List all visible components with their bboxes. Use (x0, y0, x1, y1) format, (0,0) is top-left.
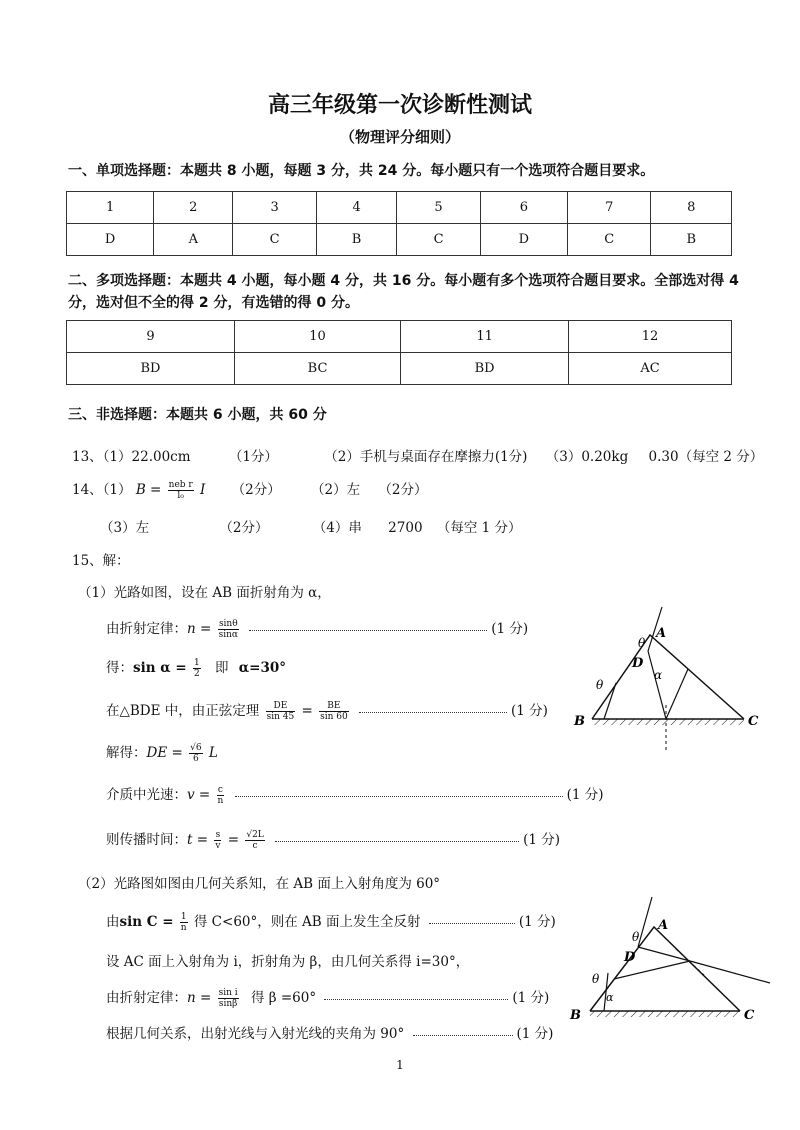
question-number: 2 (154, 192, 233, 224)
optics-diagram-2 (566, 895, 776, 1025)
leader-dots (429, 922, 515, 924)
section2-answer-table (66, 320, 732, 385)
q15-line3-eq: = (301, 703, 313, 719)
q15-line2-text: 得： (106, 660, 133, 676)
answer-cell: D (480, 224, 567, 256)
q15-m1 (106, 910, 556, 933)
question-number: 7 (567, 192, 650, 224)
q15-line2-fraction (193, 658, 201, 679)
q15-m1-score: (1 分) (518, 914, 556, 930)
section2-heading-line2: 分，选对但不全的得 2 分，有选错的得 0 分。 (68, 295, 359, 311)
q15-m3-fraction (218, 988, 239, 1009)
label-b: B (574, 714, 585, 729)
q15-line5-fraction (217, 785, 225, 806)
question-number: 4 (316, 192, 397, 224)
label-alpha: α (654, 668, 663, 682)
q14-fraction (168, 480, 194, 501)
table-row (67, 353, 732, 385)
question-number: 9 (67, 321, 235, 353)
q15-line1 (106, 617, 528, 640)
q15-line6 (106, 828, 560, 851)
question-number: 12 (569, 321, 732, 353)
fraction-denominator: sin 60 (320, 712, 348, 722)
ground-hatch (592, 719, 744, 725)
label-d: D (624, 950, 636, 965)
label-d: D (632, 656, 644, 671)
q13-part1: （1）22.00cm (102, 449, 191, 465)
fraction-numerator: √6 (190, 743, 202, 753)
question-number: 6 (480, 192, 567, 224)
q15-line1-text: 由折射定律： (106, 621, 187, 637)
label-theta-2: θ (596, 678, 604, 692)
q15-m4-score: (1 分) (516, 1026, 554, 1042)
q15-m4 (106, 1022, 553, 1042)
fraction-numerator: sinθ (218, 619, 238, 629)
label-b: B (570, 1008, 581, 1023)
answer-cell: D (67, 224, 154, 256)
q14-score4: （每空 1 分） (436, 520, 522, 536)
q15-line1-fraction (218, 619, 239, 640)
fraction-denominator: c (252, 841, 258, 851)
q13-part3: （3）0.20kg (545, 449, 629, 465)
label-alpha: α (606, 991, 614, 1004)
answer-cell: BD (401, 353, 569, 385)
q15-line3-score: (1 分) (511, 703, 548, 719)
table-row (67, 192, 732, 224)
q15-line2-lhs: sin α = (133, 660, 187, 676)
leader-dots (359, 711, 507, 713)
label-theta: θ (632, 930, 640, 944)
label-a: A (656, 626, 667, 641)
q15-line3 (106, 699, 548, 722)
q15-line4-lhs: DE = (146, 745, 183, 761)
q15-line4-text: 解得： (106, 745, 147, 761)
leader-dots (324, 998, 508, 1000)
q14-part1: （1） (102, 482, 132, 498)
question-number: 1 (67, 192, 154, 224)
label-theta-2: θ (592, 972, 600, 986)
q15-label: 15、解： (72, 553, 130, 569)
leader-dots (235, 795, 563, 797)
prism-triangle (592, 635, 744, 719)
optics-diagram-1 (570, 605, 770, 755)
q15-line3-fraction1 (266, 701, 296, 722)
q14-line2 (100, 516, 522, 536)
incident-ray-2 (604, 683, 616, 719)
fraction-numerator: 1 (180, 912, 187, 922)
fraction-denominator: n (217, 796, 224, 806)
q15-line2-result: α=30° (238, 660, 287, 676)
q15-m3-result: 得 β =60° (250, 990, 317, 1006)
q15-m1-fraction (180, 912, 188, 933)
answer-cell: B (316, 224, 397, 256)
fraction-denominator: n (180, 923, 187, 933)
q15-line3-text: 在△BDE 中，由正弦定理 (106, 703, 260, 719)
fraction-numerator: √2L (246, 830, 264, 840)
fraction-numerator: 1 (193, 658, 200, 668)
fraction-numerator: DE (266, 701, 296, 712)
q13-score1: （1分） (228, 449, 278, 465)
leader-dots (249, 629, 487, 631)
fraction-numerator: c (217, 785, 223, 795)
label-c: C (744, 1008, 755, 1023)
q13-part3b: 0.30（每空 2 分） (648, 449, 764, 465)
q14-part4: （4）串 (312, 520, 362, 536)
q14-score3: （2分） (219, 520, 269, 536)
q15-m1-a: 由 (106, 914, 120, 930)
fraction-denominator: 6 (192, 754, 199, 764)
q15-m3-text: 由折射定律： (106, 990, 187, 1006)
answer-cell: C (233, 224, 316, 256)
q14-part3: （3）左 (100, 520, 150, 536)
label-a: A (658, 918, 669, 933)
question-number: 8 (651, 192, 732, 224)
q13-line (72, 445, 763, 465)
q14-score2: （2分） (378, 482, 428, 498)
q15-line4 (106, 741, 218, 764)
q15-line5-text: 介质中光速： (106, 787, 187, 803)
q15-line6-fraction1 (214, 830, 221, 851)
page-title: 高三年级第一次诊断性测试 (267, 93, 532, 118)
label-c: C (748, 714, 759, 729)
fraction-numerator: s (215, 830, 221, 840)
leader-dots (413, 1034, 513, 1036)
section3-heading: 三、非选择题：本题共 6 小题，共 60 分 (68, 407, 327, 423)
question-number: 11 (401, 321, 569, 353)
q14-formula-lhs: B = (135, 482, 162, 498)
fraction-numerator: sin i (218, 988, 238, 998)
answer-cell: C (397, 224, 480, 256)
page-subtitle: （物理评分细则） (339, 128, 460, 146)
fraction-numerator: neb r (168, 480, 193, 490)
q13-label: 13、 (72, 449, 103, 465)
reflected-ray (666, 669, 688, 719)
q15-line6-score: (1 分) (523, 832, 560, 848)
q15-m1-text: 得 C<60°，则在 AB 面上发生全反射 (193, 914, 421, 930)
section1-heading: 一、单项选择题：本题共 8 小题，每题 3 分，共 24 分。每小题只有一个选项符合题目要求。 (68, 163, 655, 179)
q15-line4-fraction (189, 743, 202, 764)
q15-line5-score: (1 分) (566, 787, 604, 803)
q14-formula-tail: I (200, 482, 206, 498)
q15-m3-score: (1 分) (512, 990, 550, 1006)
answer-cell: B (651, 224, 732, 256)
q15-line6-fraction2 (245, 830, 264, 851)
q13-part2: （2）手机与桌面存在摩擦力(1分) (324, 449, 528, 465)
q15-line6-text: 则传播时间： (106, 832, 187, 848)
q14-score1: （2分） (231, 482, 281, 498)
fraction-denominator: l₀ (177, 491, 184, 501)
page-number: 1 (396, 1058, 404, 1072)
q15-m3-lhs: n = (187, 990, 212, 1006)
q15-line1-score: (1 分) (491, 621, 529, 637)
fraction-denominator: sin 45 (266, 712, 295, 722)
answer-cell: A (154, 224, 233, 256)
q14-line1 (72, 478, 428, 501)
exit-ray (690, 961, 770, 983)
refracted-ray (648, 651, 666, 719)
answer-cell: BD (67, 353, 235, 385)
section1-answer-table (66, 191, 732, 256)
q15-m1-lhs: sin C = (119, 914, 174, 930)
fraction-denominator: v (215, 841, 221, 851)
answer-cell: AC (569, 353, 732, 385)
section2-heading-line1: 二、多项选择题：本题共 4 小题，每小题 4 分，共 16 分。每小题有多个选项符合题目要求。全部选对得 4 (68, 273, 739, 289)
question-number: 3 (233, 192, 316, 224)
q15-part1: （1）光路如图，设在 AB 面折射角为 α， (78, 585, 331, 601)
question-number: 5 (397, 192, 480, 224)
label-theta: θ (638, 636, 646, 650)
answer-cell: BC (235, 353, 401, 385)
leader-dots (275, 840, 519, 842)
q15-line4-tail: L (208, 745, 218, 761)
fraction-denominator: 2 (193, 669, 200, 679)
q15-line1-lhs: n = (187, 621, 212, 637)
table-row (67, 224, 732, 256)
q15-m2: 设 AC 面上入射角为 i，折射角为 β，由几何关系得 i=30°， (106, 954, 470, 970)
q14-label: 14、 (72, 482, 103, 498)
q15-line5-lhs: v = (187, 787, 211, 803)
question-number: 10 (235, 321, 401, 353)
q15-line5 (106, 783, 604, 806)
q15-line6-eq: = (227, 832, 240, 848)
q15-line3-fraction2 (319, 701, 349, 722)
q15-line2-conj: 即 (214, 660, 229, 676)
q14-part2: （2）左 (311, 482, 361, 498)
q15-m3 (106, 986, 549, 1009)
fraction-denominator: sinβ (218, 999, 238, 1009)
table-row (67, 321, 732, 353)
q15-line6-lhs: t = (187, 832, 209, 848)
ground-hatch (590, 1011, 740, 1017)
answer-cell: C (567, 224, 650, 256)
fraction-denominator: sinα (218, 630, 238, 640)
q15-line2 (106, 656, 286, 679)
q14-part4-value: 2700 (388, 520, 423, 536)
q15-m4-text: 根据几何关系，出射光线与入射光线的夹角为 90° (106, 1026, 405, 1042)
fraction-numerator: BE (319, 701, 349, 712)
q15-part2: （2）光路图如图由几何关系知，在 AB 面上入射角度为 60° (78, 876, 441, 892)
